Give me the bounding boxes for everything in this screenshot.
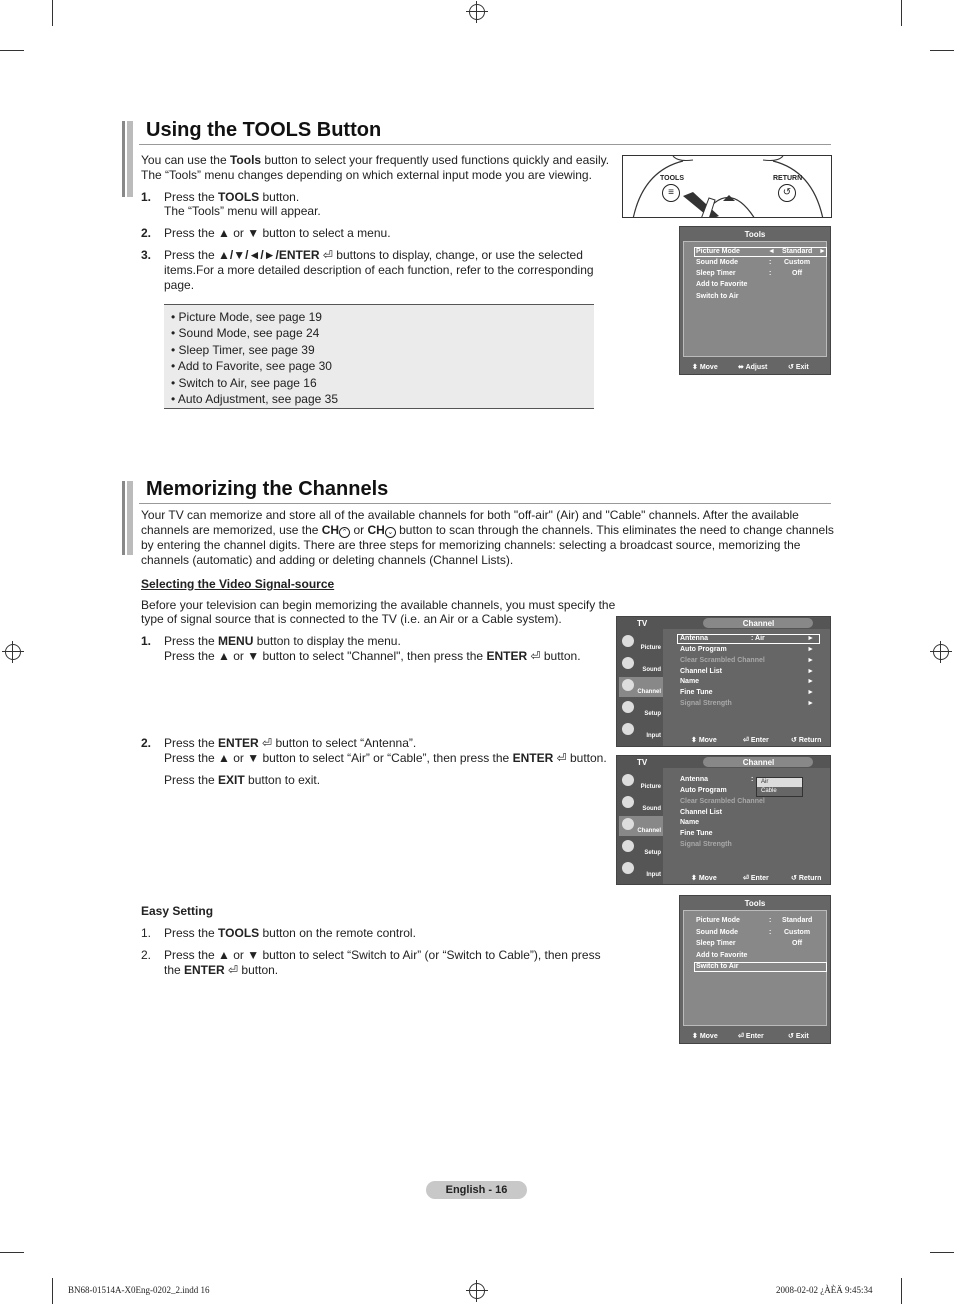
osd-row[interactable]: Channel List [680, 809, 723, 816]
step-text: Press the ▲/▼/◄/►/ENTER ⏎ buttons to display, change, or use the selected [164, 248, 583, 262]
registration-mark-icon [469, 1283, 485, 1299]
step-number: 2. [141, 948, 152, 962]
channel-menu-screen [616, 616, 831, 747]
step-text: The “Tools” menu will appear. [164, 204, 321, 218]
step-text: Press the EXIT button to exit. [164, 773, 321, 787]
osd-footer-return: ↺ Return [791, 875, 822, 882]
osd-row-disabled: Clear Scrambled Channel [680, 657, 765, 664]
osd-row-sep: ◄ [768, 248, 775, 255]
osd-body [683, 910, 827, 1026]
osd-footer-move: ⬍ Move [691, 875, 717, 882]
sidebar-item-input[interactable]: Input [619, 721, 663, 741]
right-arrow-icon: ► [807, 657, 814, 664]
right-arrow-icon: ► [807, 689, 814, 696]
antenna-dropdown [756, 777, 803, 797]
file-slug: BN68-01514A-X0Eng-0202_2.indd 16 [68, 1285, 210, 1295]
intro-text: channels are memorized, use the CH ⌃ or CH ⌄ button to scan through the channels. This eliminates the need to change channels [141, 523, 834, 537]
osd-row[interactable]: Fine Tune [680, 689, 713, 696]
tools-menu-screen [679, 895, 831, 1044]
osd-footer-enter: ⏎ Enter [738, 1033, 764, 1040]
registration-mark-icon [469, 4, 485, 20]
input-icon [622, 723, 634, 735]
osd-row-sep: : [769, 917, 772, 924]
intro-text: Your TV can memorize and store all of the available channels for both "off-air" (Air) and "Cable" channels. After the available [141, 508, 799, 522]
registration-mark-icon [5, 644, 21, 660]
note-item: • Switch to Air, see page 16 [171, 375, 317, 390]
osd-title: Channel [742, 619, 775, 628]
crop-mark [901, 0, 902, 26]
input-icon [622, 862, 634, 874]
easy-setting-heading: Easy Setting [141, 904, 214, 918]
crop-mark [52, 0, 53, 26]
remote-illustration [622, 155, 832, 218]
osd-body [683, 241, 827, 357]
osd-row[interactable]: Auto Program [680, 787, 727, 794]
right-arrow-icon: ► [807, 678, 814, 685]
setup-icon [622, 840, 634, 852]
osd-row-sep: : [769, 270, 772, 277]
intro-text: You can use the Tools button to select your frequently used functions quickly and easily. [141, 153, 610, 167]
step-text: Press the TOOLS button on the remote control. [164, 926, 416, 940]
osd-sidebar [617, 629, 663, 746]
intro-text-line2: The “Tools” menu changes depending on which external input mode you are viewing. [141, 168, 592, 182]
tools-menu-screen [679, 226, 831, 375]
osd-row[interactable]: Picture Mode [696, 248, 740, 255]
osd-row[interactable]: Fine Tune [680, 830, 713, 837]
right-arrow-icon: ► [807, 646, 814, 653]
step-number: 2. [141, 736, 152, 750]
step-number: 1. [141, 634, 152, 648]
return-key-label: RETURN [773, 175, 803, 182]
osd-tv-label: TV [637, 758, 648, 767]
osd-footer-exit: ↺ Exit [788, 364, 809, 371]
sidebar-item-setup[interactable]: Setup [619, 699, 663, 719]
osd-row-disabled: Signal Strength [680, 841, 732, 848]
step-text: page. [164, 278, 195, 292]
picture-icon [622, 774, 634, 786]
enter-icon: ⏎ [530, 649, 541, 663]
step-text: Press the ▲ or ▼ button to select a menu. [164, 226, 391, 240]
note-item: • Picture Mode, see page 19 [171, 310, 322, 324]
osd-row[interactable]: Name [680, 819, 700, 826]
osd-footer-move: ⬍ Move [692, 364, 718, 371]
osd-row-sep: : [751, 776, 754, 783]
sidebar-item-setup[interactable]: Setup [619, 838, 663, 858]
reference-note-box [164, 304, 594, 409]
step-text: Press the ▲ or ▼ button to select “Switch to Air” (or “Switch to Cable”), then press [164, 948, 601, 962]
right-arrow-icon: ► [807, 635, 814, 642]
step-text: Press the TOOLS button. [164, 190, 300, 204]
return-key-icon: ↺ [778, 184, 796, 202]
osd-row[interactable]: Sleep Timer [696, 270, 736, 277]
note-item: • Sound Mode, see page 24 [171, 326, 320, 341]
osd-row-value: : Air [751, 635, 765, 642]
sidebar-item-sound[interactable]: Sound [619, 794, 663, 814]
crop-mark [0, 1252, 24, 1253]
step-text: Press the ENTER ⏎ button to select “Antenna”. [164, 736, 417, 750]
osd-row-sep: : [769, 929, 772, 936]
step-number: 1. [141, 926, 152, 940]
osd-row-disabled: Signal Strength [680, 700, 732, 707]
osd-footer-enter: ⏎ Enter [743, 737, 769, 744]
osd-row-value: Custom [784, 259, 811, 266]
osd-footer-move: ⬍ Move [692, 1033, 718, 1040]
osd-row-value: Off [792, 940, 803, 947]
intro-text: channels (automatic) and adding or deleting channels (Channel Lists). [141, 553, 514, 567]
note-item: • Add to Favorite, see page 30 [171, 359, 332, 374]
section-bar [122, 481, 125, 555]
step-text: Press the ▲ or ▼ button to select "Channel", then press the ENTER ⏎ button. [164, 649, 581, 663]
sidebar-item-sound[interactable]: Sound [619, 655, 663, 675]
sound-icon [622, 657, 634, 669]
intro-text: by entering the channel digits. There are three steps for memorizing channels: selecting a broadcast source, memorizing the [141, 538, 801, 552]
osd-row-value: Custom [784, 929, 811, 936]
sidebar-item-input[interactable]: Input [619, 860, 663, 880]
osd-row[interactable]: Channel List [680, 668, 723, 675]
sidebar-item-picture[interactable]: Picture [619, 772, 663, 792]
enter-icon: ⏎ [262, 736, 273, 750]
remote-drawing [623, 156, 832, 218]
channel-icon [622, 679, 634, 691]
dropdown-option-air[interactable]: Air [757, 778, 802, 787]
tools-key-icon: ≡ [662, 184, 680, 202]
osd-title: Tools [744, 230, 766, 239]
setup-icon [622, 701, 634, 713]
osd-footer-return: ↺ Return [791, 737, 822, 744]
crop-mark [0, 50, 24, 51]
step-number: 2. [141, 226, 152, 240]
osd-row[interactable]: Sleep Timer [696, 940, 736, 947]
note-item: • Auto Adjustment, see page 35 [171, 392, 338, 407]
osd-footer-adjust: ⬌ Adjust [738, 364, 768, 371]
step-text: items.For a more detailed description of each function, refer to the corresponding [164, 263, 594, 277]
step-text: Press the MENU button to display the menu. [164, 634, 401, 648]
osd-title: Tools [744, 899, 766, 908]
step-text: the ENTER ⏎ button. [164, 963, 279, 977]
channel-down-icon: ⌄ [385, 527, 396, 538]
osd-row-value: Standard [782, 917, 813, 924]
picture-icon [622, 635, 634, 647]
osd-row-value: Off [792, 270, 803, 277]
osd-row[interactable]: Name [680, 678, 700, 685]
osd-row[interactable]: Add to Favorite [696, 952, 748, 959]
osd-row[interactable]: Switch to Air [696, 293, 739, 300]
right-arrow-icon: ► [819, 248, 826, 255]
body-text: type of signal source that is connected to the TV (i.e. an Air or a Cable system). [141, 612, 562, 626]
note-item: • Sleep Timer, see page 39 [171, 342, 315, 357]
title-rule [139, 503, 831, 504]
crop-mark [930, 1252, 954, 1253]
osd-row-antenna[interactable]: Antenna [680, 776, 708, 783]
osd-title: Channel [742, 758, 775, 767]
crop-mark [901, 1278, 902, 1304]
osd-row[interactable]: Add to Favorite [696, 281, 748, 288]
osd-row-disabled: Clear Scrambled Channel [680, 798, 765, 805]
page-number-badge: English - 16 [426, 1181, 527, 1199]
dropdown-option-cable[interactable]: Cable [757, 787, 802, 796]
osd-footer-move: ⬍ Move [691, 737, 717, 744]
channel-up-icon: ⌃ [339, 527, 350, 538]
date-slug: 2008-02-02 ¿ÀÈÄ 9:45:34 [776, 1285, 873, 1295]
osd-row[interactable]: Picture Mode [696, 917, 740, 924]
section-title: Using the TOOLS Button [146, 119, 382, 141]
section-title: Memorizing the Channels [146, 478, 389, 500]
osd-row[interactable]: Sound Mode [696, 929, 738, 936]
enter-icon: ⏎ [228, 963, 239, 977]
enter-icon: ⏎ [322, 248, 333, 262]
sidebar-item-channel[interactable]: Channel [619, 816, 663, 836]
osd-row-sep: : [769, 259, 772, 266]
osd-tv-label: TV [637, 619, 648, 628]
step-number: 1. [141, 190, 152, 204]
channel-icon [622, 818, 634, 830]
right-arrow-icon: ► [807, 700, 814, 707]
osd-row-antenna[interactable]: Antenna [680, 635, 708, 642]
sound-icon [622, 796, 634, 808]
body-text: Before your television can begin memorizing the available channels, you must specify the [141, 598, 616, 612]
step-text: Press the ▲ or ▼ button to select “Air” or “Cable”, then press the ENTER ⏎ button. [164, 751, 607, 765]
section-bar [122, 121, 125, 197]
osd-row[interactable]: Auto Program [680, 646, 727, 653]
osd-footer-enter: ⏎ Enter [743, 875, 769, 882]
tools-key-label: TOOLS [660, 175, 684, 182]
channel-menu-screen-antenna [616, 755, 831, 885]
section-bar [127, 481, 133, 555]
right-arrow-icon: ► [807, 668, 814, 675]
enter-icon: ⏎ [556, 751, 567, 765]
title-rule [139, 144, 831, 145]
crop-mark [52, 1278, 53, 1304]
osd-footer-exit: ↺ Exit [788, 1033, 809, 1040]
sidebar-item-channel[interactable]: Channel [619, 677, 663, 697]
osd-row-value: Standard [782, 248, 813, 255]
sidebar-item-picture[interactable]: Picture [619, 633, 663, 653]
osd-sidebar [617, 768, 663, 884]
step-number: 3. [141, 248, 152, 262]
subsection-heading: Selecting the Video Signal-source [141, 577, 335, 591]
osd-row[interactable]: Switch to Air [696, 963, 739, 970]
registration-mark-icon [933, 644, 949, 660]
section-bar [127, 121, 133, 197]
osd-row[interactable]: Sound Mode [696, 259, 738, 266]
crop-mark [930, 50, 954, 51]
